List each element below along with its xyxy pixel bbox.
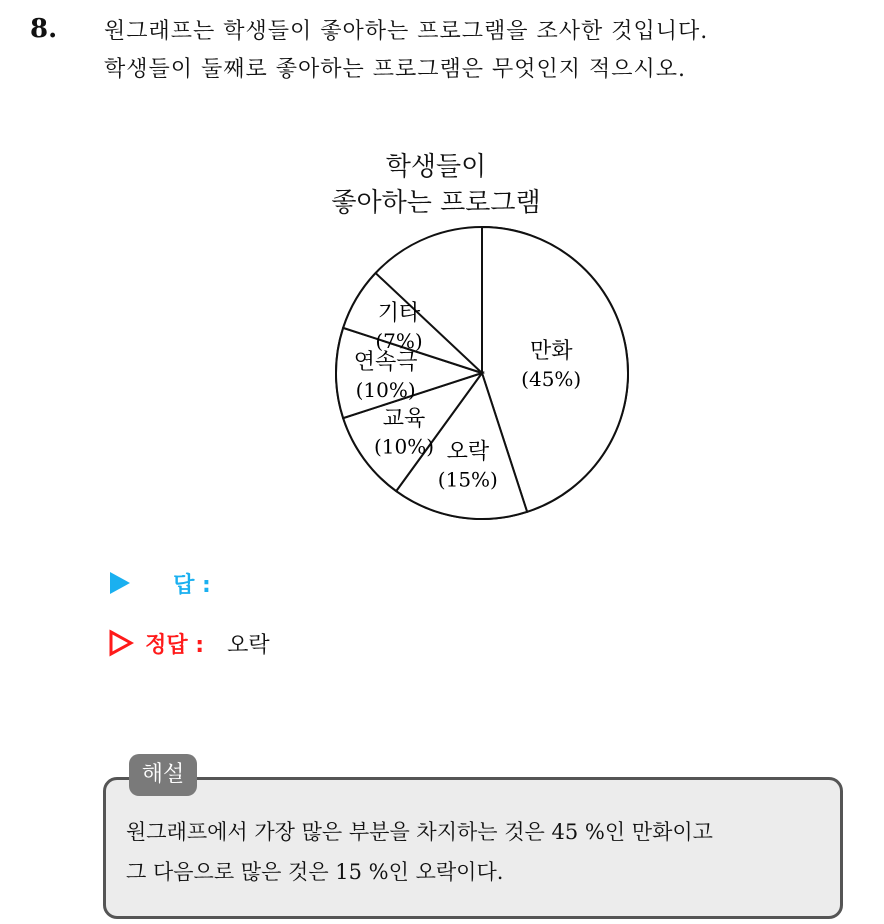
explanation-tab: 해설	[129, 754, 197, 796]
correct-answer-row	[108, 628, 270, 659]
question-text-line-2: 학생들이 둘째로 좋아하는 프로그램은 무엇인지 적으시오.	[104, 57, 687, 82]
filled-triangle-icon	[108, 570, 132, 596]
slice-percent-label: (10%)	[374, 434, 435, 459]
answer-row	[108, 568, 211, 599]
slice-percent-label: (15%)	[437, 467, 498, 492]
question-number: 8.	[30, 14, 58, 44]
slice-label: 교육	[382, 406, 426, 432]
correct-answer-label: 정답 :	[145, 633, 205, 658]
explanation-line-2: 그 다음으로 많은 것은 15 %인 오락이다.	[126, 860, 504, 884]
explanation-box	[103, 777, 843, 919]
chart-title-line-1: 학생들이	[385, 152, 487, 182]
slice-label: 만화	[529, 339, 573, 365]
chart-title-line-2: 좋아하는 프로그램	[331, 188, 541, 218]
answer-label: 답 :	[173, 573, 211, 598]
slice-percent-label: (7%)	[375, 328, 423, 353]
correct-answer-value: 오락	[227, 633, 270, 658]
outline-triangle-icon	[108, 629, 134, 657]
question-text-line-1: 원그래프는 학생들이 좋아하는 프로그램을 조사한 것입니다.	[104, 19, 709, 44]
slice-label: 오락	[446, 439, 490, 465]
explanation-line-1: 원그래프에서 가장 많은 부분을 차지하는 것은 45 %인 만화이고	[126, 820, 713, 844]
slice-percent-label: (10%)	[355, 378, 416, 402]
slice-percent-label: (45%)	[521, 367, 582, 392]
slice-label: 연속극	[353, 350, 418, 375]
slice-label: 기타	[377, 300, 421, 326]
